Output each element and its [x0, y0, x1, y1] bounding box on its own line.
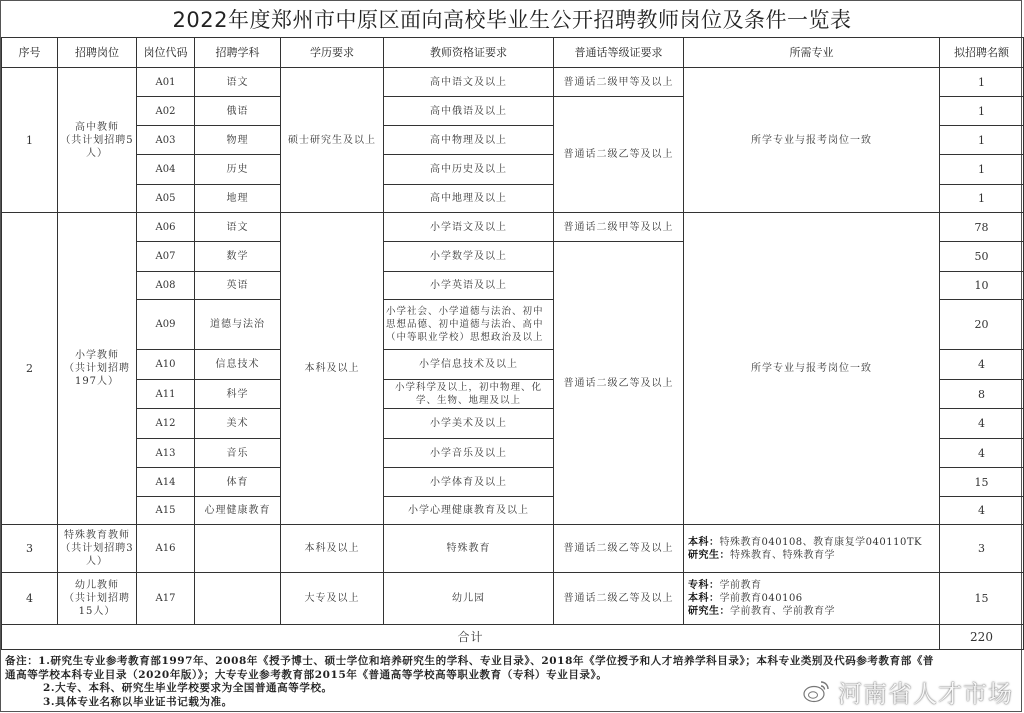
code-cell: A06: [137, 213, 195, 242]
major-cell: [684, 525, 940, 573]
table-row: [2, 573, 1024, 625]
quota-cell: 3: [940, 525, 1024, 573]
quota-cell: 1: [940, 185, 1024, 213]
code-cell: A13: [137, 439, 195, 468]
header-mandarin: 普通话等级证要求: [554, 38, 684, 68]
certificate-cell: 小学音乐及以上: [384, 439, 554, 468]
header-education: 学历要求: [281, 38, 384, 68]
header-seq: 序号: [2, 38, 58, 68]
subject-cell: 语文: [195, 213, 281, 242]
certificate-cell: 小学社会、小学道德与法治、初中思想品德、初中道德与法治、高中（中等职业学校）思想政治及以上: [384, 300, 554, 350]
note-line-1: 备注：1.研究生专业参考教育部1997年、2008年《授予博士、硕士学位和培养研究生的学科、专业目录》、2018年《学位授予和人才培养学科目录》；本科专业类别及代码参考教育部《普: [5, 655, 935, 667]
certificate-cell: 小学科学及以上，初中物理、化学、生物、地理及以上: [384, 380, 554, 409]
position-cell: [58, 68, 137, 213]
subject-cell: [195, 573, 281, 625]
certificate-cell: 特殊教育: [384, 525, 554, 573]
certificate-cell: 高中历史及以上: [384, 155, 554, 185]
subject-cell: 科学: [195, 380, 281, 409]
code-cell: A12: [137, 409, 195, 439]
note-line-2: 通高等学校本科专业目录（2020年版）》；大专专业参考教育部2015年《普通高等学校高等职业教育（专科）专业目录》。: [5, 668, 608, 681]
certificate-cell: 小学美术及以上: [384, 409, 554, 439]
quota-cell: 20: [940, 300, 1024, 350]
certificate-cell: 高中物理及以上: [384, 126, 554, 155]
subject-cell: 道德与法治: [195, 300, 281, 350]
quota-cell: 15: [940, 573, 1024, 625]
header-certificate: 教师资格证要求: [384, 38, 554, 68]
position-name: 小学教师: [75, 350, 119, 361]
subject-cell: 俄语: [195, 97, 281, 126]
major-line: 研究生：特殊教育、特殊教育学: [688, 549, 835, 561]
code-cell: A11: [137, 380, 195, 409]
quota-cell: 4: [940, 409, 1024, 439]
code-cell: A17: [137, 573, 195, 625]
certificate-cell: 小学数学及以上: [384, 242, 554, 272]
certificate-cell: 小学心理健康教育及以上: [384, 497, 554, 525]
certificate-cell: 小学语文及以上: [384, 213, 554, 242]
note-line-3: 2.大专、本科、研究生毕业学校要求为全国普通高等学校。: [43, 682, 333, 694]
quota-cell: 10: [940, 272, 1024, 300]
certificate-cell: 高中地理及以上: [384, 185, 554, 213]
code-cell: A03: [137, 126, 195, 155]
code-cell: A16: [137, 525, 195, 573]
certificate-cell: 小学体育及以上: [384, 468, 554, 497]
subject-cell: 体育: [195, 468, 281, 497]
certificate-cell: 小学信息技术及以上: [384, 350, 554, 380]
position-name: 高中教师: [75, 121, 119, 133]
subject-cell: 历史: [195, 155, 281, 185]
total-value: 220: [940, 625, 1024, 650]
certificate-cell: 小学英语及以上: [384, 272, 554, 300]
subject-cell: [195, 525, 281, 573]
note-line-4: 3.具体专业名称以毕业证书记载为准。: [43, 695, 233, 708]
mandarin-cell: 普通话二级乙等及以上: [554, 573, 684, 625]
header-subject: 招聘学科: [195, 38, 281, 68]
subject-cell: 数学: [195, 242, 281, 272]
position-note: （共计划招聘5人）: [60, 134, 134, 159]
mandarin-cell: 普通话二级甲等及以上: [554, 68, 684, 97]
code-cell: A09: [137, 300, 195, 350]
watermark-text: 河南省人才市场: [838, 679, 1013, 708]
seq-cell: 4: [2, 573, 58, 625]
major-line: 本科：学前教育040106: [688, 593, 803, 604]
position-cell: [58, 525, 137, 573]
subject-cell: 心理健康教育: [195, 497, 281, 525]
quota-cell: 50: [940, 242, 1024, 272]
quota-cell: 8: [940, 380, 1024, 409]
total-row: [2, 625, 1024, 650]
major-cell: 所学专业与报考岗位一致: [684, 68, 940, 213]
major-cell: 所学专业与报考岗位一致: [684, 213, 940, 525]
education-cell: 本科及以上: [281, 525, 384, 573]
header-code: 岗位代码: [137, 38, 195, 68]
code-cell: A02: [137, 97, 195, 126]
position-note: （共计划招聘3人）: [60, 543, 134, 567]
weibo-icon: [802, 678, 832, 704]
code-cell: A15: [137, 497, 195, 525]
seq-cell: 1: [2, 68, 58, 213]
code-cell: A08: [137, 272, 195, 300]
certificate-cell: 高中俄语及以上: [384, 97, 554, 126]
mandarin-cell: 普通话二级甲等及以上: [554, 213, 684, 242]
table-row: [2, 525, 1024, 573]
certificate-cell: 幼儿园: [384, 573, 554, 625]
quota-cell: 4: [940, 439, 1024, 468]
seq-cell: 3: [2, 525, 58, 573]
header-position: 招聘岗位: [58, 38, 137, 68]
mandarin-cell: 普通话二级乙等及以上: [554, 242, 684, 525]
education-cell: 大专及以上: [281, 573, 384, 625]
position-name: 特殊教育教师: [64, 530, 130, 541]
subject-cell: 地理: [195, 185, 281, 213]
education-cell: 本科及以上: [281, 213, 384, 525]
page-title: 2022年度郑州市中原区面向高校毕业生公开招聘教师岗位及条件一览表: [172, 8, 852, 32]
subject-cell: 物理: [195, 126, 281, 155]
subject-cell: 语文: [195, 68, 281, 97]
subject-cell: 音乐: [195, 439, 281, 468]
education-cell: 硕士研究生及以上: [281, 68, 384, 213]
quota-cell: 4: [940, 497, 1024, 525]
mandarin-cell: 普通话二级乙等及以上: [554, 525, 684, 573]
major-line: 研究生：学前教育、学前教育学: [688, 606, 835, 617]
quota-cell: 15: [940, 468, 1024, 497]
subject-cell: 信息技术: [195, 350, 281, 380]
table-row: [2, 68, 1024, 97]
quota-cell: 1: [940, 126, 1024, 155]
mandarin-cell: 普通话二级乙等及以上: [554, 97, 684, 213]
code-cell: A05: [137, 185, 195, 213]
seq-cell: 2: [2, 213, 58, 525]
total-label: 合计: [2, 625, 940, 650]
recruitment-table: [1, 37, 1024, 650]
quota-cell: 1: [940, 68, 1024, 97]
major-cell: [684, 573, 940, 625]
certificate-cell: 高中语文及以上: [384, 68, 554, 97]
code-cell: A14: [137, 468, 195, 497]
header-major: 所需专业: [684, 38, 940, 68]
position-cell: [58, 213, 137, 525]
table-row: [2, 213, 1024, 242]
watermark: [802, 675, 1013, 707]
code-cell: A01: [137, 68, 195, 97]
major-line: 专科：学前教育: [688, 580, 762, 591]
code-cell: A07: [137, 242, 195, 272]
quota-cell: 1: [940, 155, 1024, 185]
position-note: （共计划招聘15人）: [64, 593, 130, 617]
header-row: [2, 38, 1024, 68]
quota-cell: 1: [940, 97, 1024, 126]
quota-cell: 4: [940, 350, 1024, 380]
position-name: 幼儿教师: [75, 580, 119, 591]
position-cell: [58, 573, 137, 625]
header-quota: 拟招聘名额: [940, 38, 1024, 68]
quota-cell: 78: [940, 213, 1024, 242]
code-cell: A04: [137, 155, 195, 185]
subject-cell: 英语: [195, 272, 281, 300]
subject-cell: 美术: [195, 409, 281, 439]
position-note: （共计划招聘197人）: [64, 363, 130, 387]
major-line: 本科：特殊教育040108、教育康复学040110TK: [688, 536, 922, 548]
code-cell: A10: [137, 350, 195, 380]
